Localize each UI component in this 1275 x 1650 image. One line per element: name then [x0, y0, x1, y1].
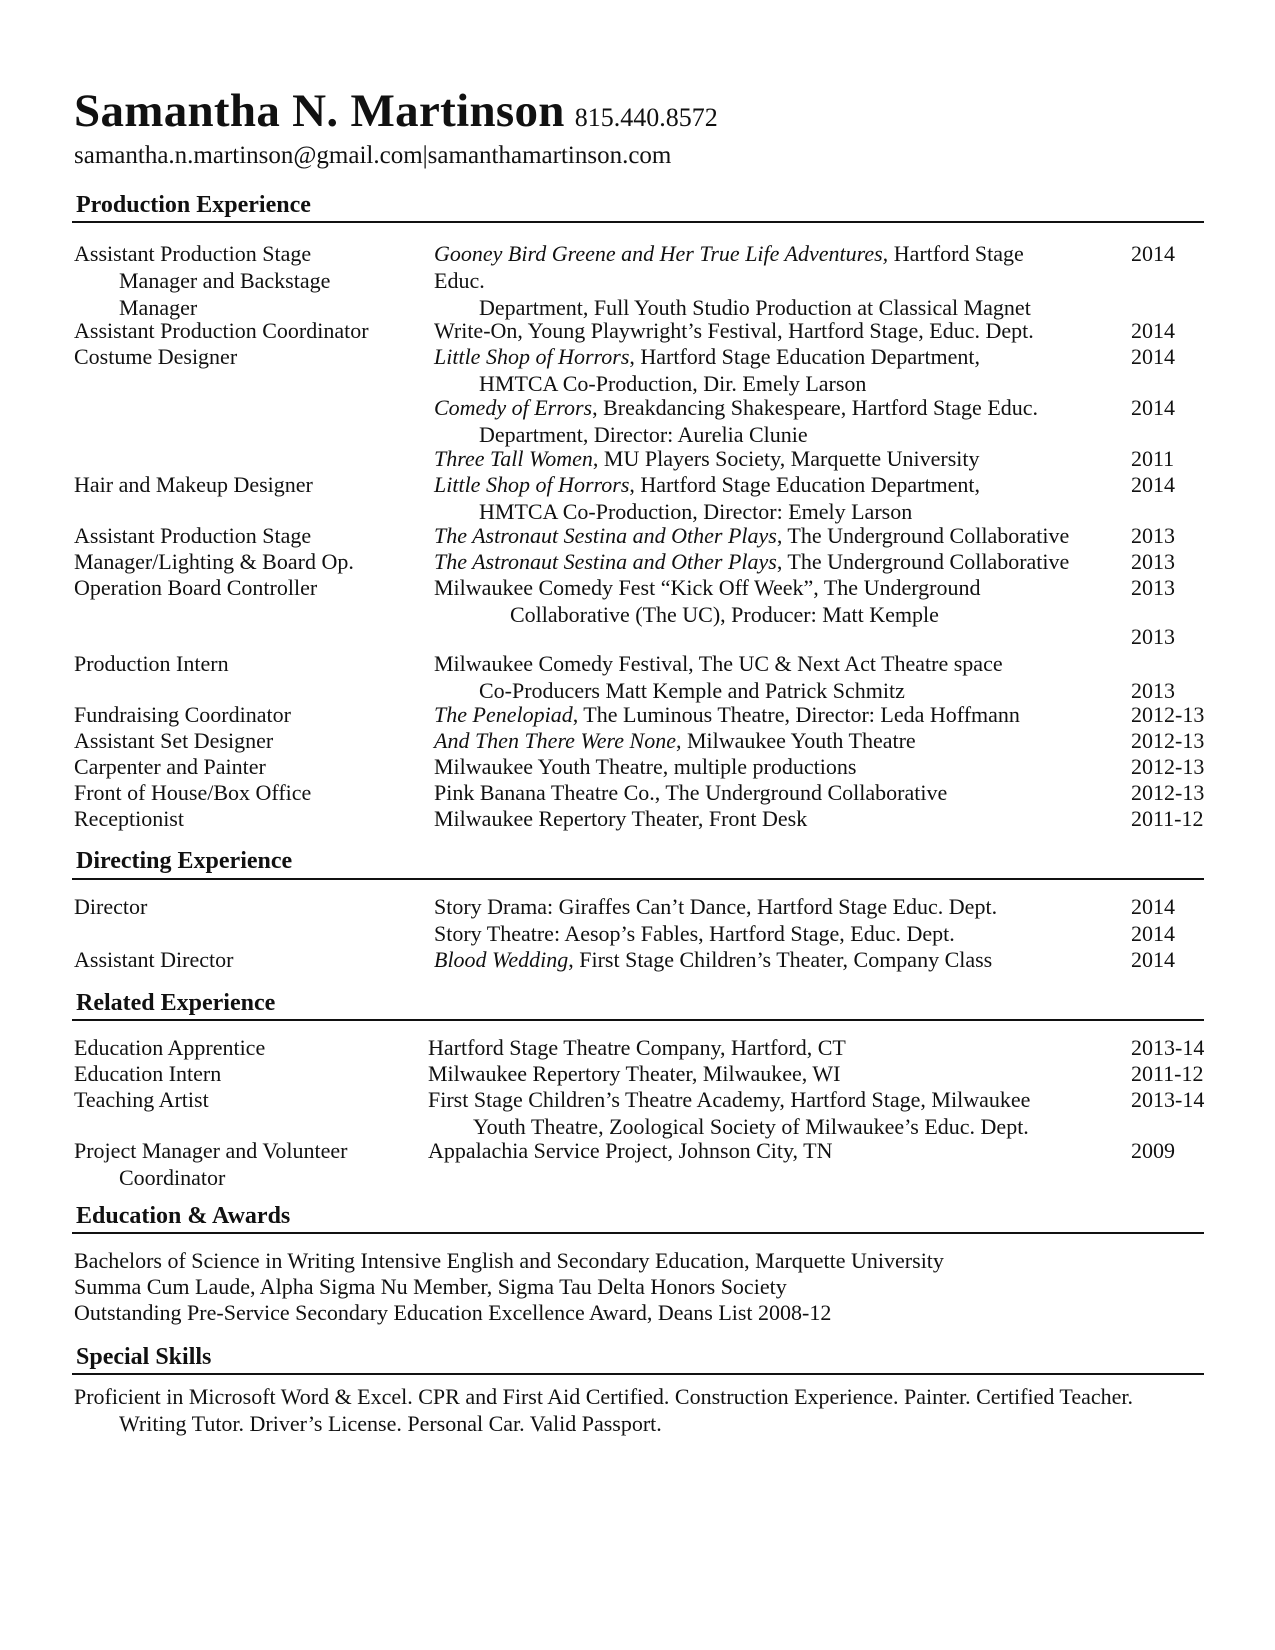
role-year: 2013-14: [1131, 1087, 1205, 1112]
role-year: 2009: [1131, 1138, 1175, 1163]
section-title-directing: Directing Experience: [76, 848, 293, 874]
role-description: Three Tall Women, MU Players Society, Marquette University: [434, 446, 980, 471]
section-title-production: Production Experience: [76, 192, 311, 218]
section-divider: [72, 1019, 1204, 1021]
role-title: Manager/Lighting & Board Op.: [74, 549, 354, 574]
role-description: First Stage Children’s Theatre Academy, Hartford Stage, Milwaukee Youth Theatre, Zoological Society of Milwaukee’s Educ. Dept.: [428, 1087, 1031, 1139]
role-description: Hartford Stage Theatre Company, Hartford, CT: [428, 1035, 846, 1060]
role-title: Project Manager and Volunteer Coordinator: [74, 1138, 348, 1190]
role-title: Operation Board Controller: [74, 575, 318, 600]
role-description: Milwaukee Repertory Theater, Milwaukee, WI: [428, 1061, 841, 1086]
role-year: 2014: [1131, 947, 1175, 972]
role-year: 2014: [1131, 921, 1175, 946]
education-line: Bachelors of Science in Writing Intensive English and Secondary Education, Marquette University: [74, 1248, 944, 1273]
role-year: 2012-13: [1131, 702, 1205, 727]
role-description: Gooney Bird Greene and Her True Life Adventures, Hartford Stage Educ. Department, Full Youth Studio Production at Classical Magnet: [434, 241, 1031, 320]
section-title-skills: Special Skills: [76, 1344, 212, 1370]
section-divider: [72, 1232, 1204, 1234]
role-title: Front of House/Box Office: [74, 780, 312, 805]
role-year: 2013: [1131, 549, 1175, 574]
role-title: Assistant Set Designer: [74, 728, 274, 753]
role-description: Little Shop of Horrors, Hartford Stage Education Department, HMTCA Co-Production, Director: Emely Larson: [434, 472, 981, 524]
role-year: 2014: [1131, 318, 1175, 343]
role-year: 2014: [1131, 395, 1175, 420]
role-title: Assistant Director: [74, 947, 234, 972]
role-description: Milwaukee Youth Theatre, multiple productions: [434, 754, 857, 779]
website: samanthamartinson.com: [427, 142, 672, 169]
section-title-education: Education & Awards: [76, 1203, 291, 1229]
contact-line: [74, 142, 671, 170]
role-title: Teaching Artist: [74, 1087, 209, 1112]
role-description: Little Shop of Horrors, Hartford Stage Education Department, HMTCA Co-Production, Dir. Emely Larson: [434, 344, 981, 396]
role-title: Carpenter and Painter: [74, 754, 266, 779]
role-year: 2012-13: [1131, 728, 1205, 753]
resume-header: [74, 84, 718, 138]
role-title: Fundraising Coordinator: [74, 702, 291, 727]
role-title: Assistant Production Coordinator: [74, 318, 369, 343]
role-year: 2013: [1131, 624, 1175, 649]
role-description: Pink Banana Theatre Co., The Underground Collaborative: [434, 780, 948, 805]
role-title: Director: [74, 894, 148, 919]
role-description: The Astronaut Sestina and Other Plays, The Underground Collaborative: [434, 523, 1070, 548]
role-year: 2011-12: [1131, 806, 1204, 831]
role-year: 2013: [1131, 523, 1175, 548]
role-title: Receptionist: [74, 806, 184, 831]
role-description: Appalachia Service Project, Johnson City, TN: [428, 1138, 833, 1163]
role-title: Education Apprentice: [74, 1035, 266, 1060]
role-year: 2014: [1131, 344, 1175, 369]
section-divider: [72, 1373, 1204, 1375]
role-description: Blood Wedding, First Stage Children’s Theater, Company Class: [434, 947, 993, 972]
section-divider: [72, 221, 1204, 223]
role-year: 2013: [1131, 575, 1175, 600]
role-year: 2012-13: [1131, 754, 1205, 779]
role-title: Production Intern: [74, 651, 229, 676]
role-year: 2013: [1131, 678, 1175, 703]
role-year: 2014: [1131, 472, 1175, 497]
role-description: Write-On, Young Playwright’s Festival, Hartford Stage, Educ. Dept.: [434, 318, 1034, 343]
role-description: Story Drama: Giraffes Can’t Dance, Hartford Stage Educ. Dept.: [434, 894, 998, 919]
role-title: Costume Designer: [74, 344, 238, 369]
role-year: 2011: [1131, 446, 1175, 471]
candidate-name: Samantha N. Martinson: [74, 85, 565, 137]
education-line: Outstanding Pre-Service Secondary Education Excellence Award, Deans List 2008-12: [74, 1300, 832, 1325]
role-title: Education Intern: [74, 1061, 222, 1086]
role-description: And Then There Were None, Milwaukee Youth Theatre: [434, 728, 916, 753]
role-year: 2013-14: [1131, 1035, 1205, 1060]
section-title-related: Related Experience: [76, 990, 276, 1016]
section-divider: [72, 878, 1204, 880]
contact-separator: |: [422, 142, 428, 169]
role-year: 2014: [1131, 241, 1175, 266]
role-year: 2012-13: [1131, 780, 1205, 805]
role-description: Milwaukee Repertory Theater, Front Desk: [434, 806, 808, 831]
role-description: Comedy of Errors, Breakdancing Shakespeare, Hartford Stage Educ. Department, Director: Aurelia Clunie: [434, 395, 1039, 447]
role-title: Hair and Makeup Designer: [74, 472, 313, 497]
role-description: Milwaukee Comedy Fest “Kick Off Week”, The Underground Collaborative (The UC), Producer: Matt Kemple: [434, 575, 981, 627]
role-description: Milwaukee Comedy Festival, The UC & Next Act Theatre space Co-Producers Matt Kemple and Patrick Schmitz: [434, 651, 1003, 703]
role-description: The Penelopiad, The Luminous Theatre, Director: Leda Hoffmann: [434, 702, 1020, 727]
role-year: 2011-12: [1131, 1061, 1204, 1086]
skills-text: Proficient in Microsoft Word & Excel. CPR and First Aid Certified. Construction Experience. Painter. Certified Teacher. Writing Tutor. Driver’s License. Personal Car. Valid Passport.: [74, 1384, 1133, 1436]
education-line: Summa Cum Laude, Alpha Sigma Nu Member, Sigma Tau Delta Honors Society: [74, 1274, 787, 1299]
role-title: Assistant Production Stage Manager and Backstage Manager: [74, 241, 331, 320]
role-year: 2014: [1131, 894, 1175, 919]
role-title: Assistant Production Stage: [74, 523, 312, 548]
email-address: samantha.n.martinson@gmail.com: [74, 142, 423, 169]
role-description: The Astronaut Sestina and Other Plays, The Underground Collaborative: [434, 549, 1070, 574]
role-description: Story Theatre: Aesop’s Fables, Hartford Stage, Educ. Dept.: [434, 921, 955, 946]
phone-number: 815.440.8572: [574, 103, 718, 132]
